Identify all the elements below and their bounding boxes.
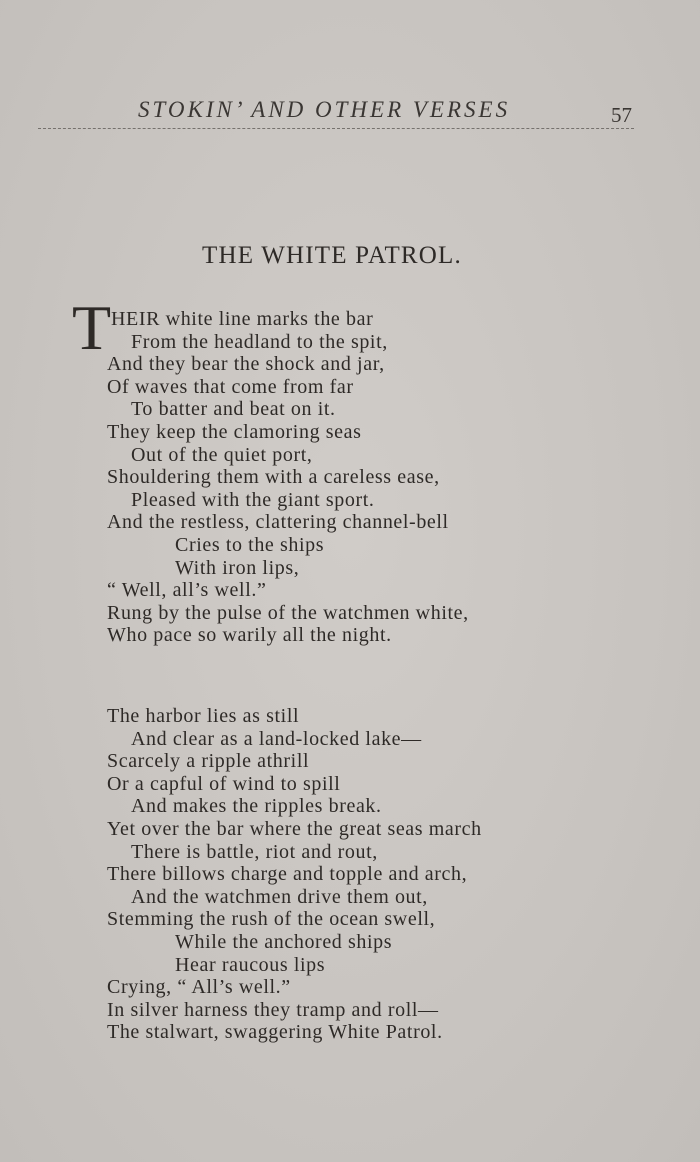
poem-line: And the watchmen drive them out, [131,885,428,908]
poem-line: HEIR white line marks the bar [111,308,374,330]
stanza-2 [107,705,482,1044]
poem-line: And the restless, clattering channel-bell [107,511,449,534]
poem-line: Yet over the bar where the great seas march [107,817,482,840]
poem-line: The harbor lies as still [107,705,300,727]
poem-line: And clear as a land-locked lake— [131,727,422,750]
stanza-1 [107,308,469,647]
poem-line: The stalwart, swaggering White Patrol. [107,1021,443,1044]
page-number: 57 [611,103,632,127]
poem-line: There is battle, riot and rout, [131,840,378,863]
running-head-title: STOKIN’ AND OTHER VERSES [138,97,511,122]
poem-line: Or a capful of wind to spill [107,772,341,795]
poem-line: Scarcely a ripple athrill [107,750,310,773]
poem-line: Stemming the rush of the ocean swell, [107,908,436,931]
poem-line: Shouldering them with a careless ease, [107,466,440,489]
poem-line: Pleased with the giant sport. [131,488,375,511]
poem-line: And they bear the shock and jar, [107,353,385,376]
poem-line: To batter and beat on it. [131,398,336,421]
poem-line: Who pace so warily all the night. [107,624,392,647]
poem-title: THE WHITE PATROL. [202,242,462,269]
poem-line: They keep the clamoring seas [107,420,362,443]
poem-line: With iron lips, [175,556,300,579]
poem-line: “ Well, all’s well.” [107,579,267,602]
poem-line: Rung by the pulse of the watchmen white, [107,601,469,624]
header-rule [38,128,634,129]
poem-line: Cries to the ships [175,533,325,556]
poem-line: In silver harness they tramp and roll— [107,998,439,1021]
poem-line: Out of the quiet port, [131,443,313,466]
poem-line: And makes the ripples break. [131,795,382,818]
poem-line: Hear raucous lips [175,953,326,976]
poem-line: Crying, “ All’s well.” [107,976,291,999]
poem-line: From the headland to the spit, [131,330,388,353]
poem-line: While the anchored ships [175,930,393,953]
drop-cap: T [72,292,112,363]
poem-line: There billows charge and topple and arch, [107,863,468,886]
poem-line: Of waves that come from far [107,375,354,398]
